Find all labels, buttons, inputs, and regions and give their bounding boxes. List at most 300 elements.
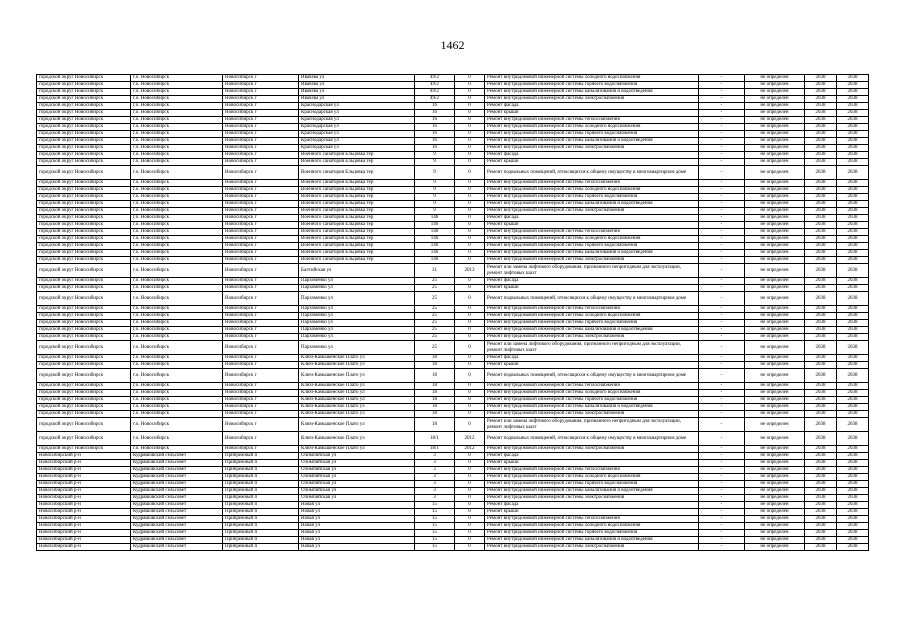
year-from-cell: 2038 <box>805 229 837 236</box>
work-type-cell: Ремонт подвальных помещений, относящихся к общему имуществу в многоквартирном доме <box>485 292 699 306</box>
year-from-cell: 2038 <box>805 124 837 131</box>
locality-cell: Прибрежный п <box>223 495 299 502</box>
year-cell: 0 <box>455 138 485 145</box>
dash-cell: - <box>699 481 745 488</box>
work-type-cell: Ремонт внутридомовой инженерной системы теплоснабжения <box>485 516 699 523</box>
year-cell: 0 <box>455 481 485 488</box>
dash-cell: - <box>699 502 745 509</box>
year-from-cell: 2038 <box>805 278 837 285</box>
work-type-cell: Ремонт внутридомовой инженерной системы теплоснабжения <box>485 117 699 124</box>
locality-cell: Новосибирск г <box>223 411 299 418</box>
dash-cell: - <box>699 334 745 341</box>
municipality-cell: городской округ Новосибирск <box>37 418 131 432</box>
municipality-cell: Новосибирский р-н <box>37 516 131 523</box>
settlement-cell: г.о. Новосибирск <box>131 320 223 327</box>
work-type-cell: Ремонт фасада <box>485 502 699 509</box>
dash-cell: - <box>699 453 745 460</box>
year-cell: 0 <box>455 362 485 369</box>
table-row <box>37 180 869 187</box>
status-cell: не определен <box>745 313 805 320</box>
table-row <box>37 481 869 488</box>
street-cell: Краснодарская ул <box>299 145 415 152</box>
work-type-cell: Ремонт фасада <box>485 215 699 222</box>
locality-cell: Прибрежный п <box>223 516 299 523</box>
table-row <box>37 89 869 96</box>
year-cell: 0 <box>455 390 485 397</box>
locality-cell: Новосибирск г <box>223 404 299 411</box>
year-to-cell: 2038 <box>837 502 869 509</box>
year-to-cell: 2038 <box>837 264 869 278</box>
municipality-cell: городской округ Новосибирск <box>37 313 131 320</box>
year-to-cell: 2038 <box>837 509 869 516</box>
street-cell: Краснодарская ул <box>299 103 415 110</box>
year-to-cell: 2038 <box>837 383 869 390</box>
year-cell: 0 <box>455 236 485 243</box>
house-number-cell: 16 <box>415 124 455 131</box>
settlement-cell: г.о. Новосибирск <box>131 201 223 208</box>
table-row <box>37 82 869 89</box>
table-row <box>37 194 869 201</box>
year-from-cell: 2038 <box>805 544 837 551</box>
house-number-cell: 15 <box>415 530 455 537</box>
house-number-cell: 25 <box>415 327 455 334</box>
street-cell: Олимпийская ул <box>299 495 415 502</box>
year-from-cell: 2038 <box>805 187 837 194</box>
work-type-cell: Ремонт внутридомовой инженерной системы горячего водоснабжения <box>485 320 699 327</box>
table-row <box>37 488 869 495</box>
year-to-cell: 2038 <box>837 201 869 208</box>
settlement-cell: Кудряшовский сельсовет <box>131 488 223 495</box>
house-number-cell: 25 <box>415 334 455 341</box>
settlement-cell: г.о. Новосибирск <box>131 383 223 390</box>
street-cell: Ивачева ул <box>299 82 415 89</box>
dash-cell: - <box>699 208 745 215</box>
work-type-cell: Ремонт внутридомовой инженерной системы холодного водоснабжения <box>485 390 699 397</box>
house-number-cell: 18/1 <box>415 432 455 446</box>
year-cell: 0 <box>455 215 485 222</box>
settlement-cell: г.о. Новосибирск <box>131 369 223 383</box>
year-from-cell: 2038 <box>805 341 837 355</box>
locality-cell: Новосибирск г <box>223 110 299 117</box>
house-number-cell: 18 <box>415 383 455 390</box>
locality-cell: Новосибирск г <box>223 180 299 187</box>
table-row <box>37 467 869 474</box>
year-to-cell: 2038 <box>837 131 869 138</box>
municipality-cell: городской округ Новосибирск <box>37 159 131 166</box>
work-type-cell: Ремонт внутридомовой инженерной системы горячего водоснабжения <box>485 243 699 250</box>
dash-cell: - <box>699 306 745 313</box>
work-type-cell: Ремонт внутридомовой инженерной системы горячего водоснабжения <box>485 481 699 488</box>
year-cell: 0 <box>455 320 485 327</box>
year-cell: 0 <box>455 194 485 201</box>
work-type-cell: Ремонт внутридомовой инженерной системы теплоснабжения <box>485 467 699 474</box>
work-type-cell: Ремонт или замена лифтового оборудования, признанного непригодным для эксплуатации, ремонт лифтовых шахт <box>485 341 699 355</box>
settlement-cell: г.о. Новосибирск <box>131 285 223 292</box>
locality-cell: Новосибирск г <box>223 257 299 264</box>
settlement-cell: Кудряшовский сельсовет <box>131 474 223 481</box>
street-cell: Краснодарская ул <box>299 124 415 131</box>
status-cell: не определен <box>745 159 805 166</box>
year-from-cell: 2038 <box>805 516 837 523</box>
year-from-cell: 2038 <box>805 488 837 495</box>
year-cell: 0 <box>455 313 485 320</box>
dash-cell: - <box>699 362 745 369</box>
house-number-cell: 15 <box>415 502 455 509</box>
locality-cell: Новосибирск г <box>223 292 299 306</box>
settlement-cell: г.о. Новосибирск <box>131 229 223 236</box>
dash-cell: - <box>699 103 745 110</box>
street-cell: Пархоменко ул <box>299 341 415 355</box>
house-number-cell: 16 <box>415 138 455 145</box>
dash-cell: - <box>699 530 745 537</box>
status-cell: не определен <box>745 502 805 509</box>
work-type-cell: Ремонт внутридомовой инженерной системы электроснабжения <box>485 411 699 418</box>
settlement-cell: Кудряшовский сельсовет <box>131 460 223 467</box>
year-to-cell: 2038 <box>837 530 869 537</box>
municipality-cell: Новосибирский р-н <box>37 509 131 516</box>
table-row <box>37 145 869 152</box>
year-from-cell: 2038 <box>805 180 837 187</box>
year-from-cell: 2038 <box>805 432 837 446</box>
municipality-cell: городской округ Новосибирск <box>37 222 131 229</box>
street-cell: Краснодарская ул <box>299 110 415 117</box>
table-row <box>37 369 869 383</box>
dash-cell: - <box>699 397 745 404</box>
table-row <box>37 334 869 341</box>
work-type-cell: Ремонт внутридомовой инженерной системы электроснабжения <box>485 334 699 341</box>
table-row <box>37 250 869 257</box>
settlement-cell: г.о. Новосибирск <box>131 236 223 243</box>
locality-cell: Новосибирск г <box>223 215 299 222</box>
table-row <box>37 264 869 278</box>
year-from-cell: 2038 <box>805 509 837 516</box>
status-cell: не определен <box>745 537 805 544</box>
locality-cell: Новосибирск г <box>223 236 299 243</box>
work-type-cell: Ремонт внутридомовой инженерной системы электроснабжения <box>485 145 699 152</box>
year-cell: 0 <box>455 243 485 250</box>
settlement-cell: г.о. Новосибирск <box>131 208 223 215</box>
year-to-cell: 2038 <box>837 537 869 544</box>
work-type-cell: Ремонт внутридомовой инженерной системы канализования и водоотведения <box>485 201 699 208</box>
status-cell: не определен <box>745 152 805 159</box>
house-number-cell: 3 <box>415 460 455 467</box>
dash-cell: - <box>699 460 745 467</box>
year-from-cell: 2038 <box>805 82 837 89</box>
table-row <box>37 236 869 243</box>
table-row <box>37 159 869 166</box>
street-cell: Ключ-Камышенское Плато ул <box>299 355 415 362</box>
table-row <box>37 446 869 453</box>
settlement-cell: г.о. Новосибирск <box>131 341 223 355</box>
street-cell: Олимпийская ул <box>299 460 415 467</box>
locality-cell: Прибрежный п <box>223 523 299 530</box>
year-cell: 2012 <box>455 432 485 446</box>
street-cell: Ивачева ул <box>299 89 415 96</box>
dash-cell: - <box>699 187 745 194</box>
municipality-cell: Новосибирский р-н <box>37 544 131 551</box>
settlement-cell: г.о. Новосибирск <box>131 222 223 229</box>
year-from-cell: 2038 <box>805 110 837 117</box>
status-cell: не определен <box>745 131 805 138</box>
table-row <box>37 537 869 544</box>
street-cell: Олимпийская ул <box>299 467 415 474</box>
year-to-cell: 2038 <box>837 215 869 222</box>
year-cell: 0 <box>455 418 485 432</box>
year-to-cell: 2038 <box>837 96 869 103</box>
dash-cell: - <box>699 488 745 495</box>
house-number-cell: 9 <box>415 187 455 194</box>
year-cell: 0 <box>455 495 485 502</box>
settlement-cell: г.о. Новосибирск <box>131 355 223 362</box>
table-row <box>37 292 869 306</box>
settlement-cell: Кудряшовский сельсовет <box>131 509 223 516</box>
year-cell: 0 <box>455 411 485 418</box>
settlement-cell: г.о. Новосибирск <box>131 418 223 432</box>
year-cell: 0 <box>455 523 485 530</box>
year-from-cell: 2038 <box>805 530 837 537</box>
street-cell: Ключ-Камышенское Плато ул <box>299 404 415 411</box>
year-to-cell: 2038 <box>837 187 869 194</box>
municipality-cell: городской округ Новосибирск <box>37 390 131 397</box>
dash-cell: - <box>699 509 745 516</box>
house-number-cell: 9 <box>415 201 455 208</box>
status-cell: не определен <box>745 117 805 124</box>
locality-cell: Прибрежный п <box>223 509 299 516</box>
year-from-cell: 2038 <box>805 369 837 383</box>
work-type-cell: Ремонт внутридомовой инженерной системы холодного водоснабжения <box>485 187 699 194</box>
settlement-cell: г.о. Новосибирск <box>131 243 223 250</box>
year-to-cell: 2038 <box>837 390 869 397</box>
year-cell: 0 <box>455 103 485 110</box>
status-cell: не определен <box>745 215 805 222</box>
dash-cell: - <box>699 89 745 96</box>
year-from-cell: 2038 <box>805 362 837 369</box>
year-to-cell: 2038 <box>837 516 869 523</box>
settlement-cell: г.о. Новосибирск <box>131 138 223 145</box>
status-cell: не определен <box>745 446 805 453</box>
dash-cell: - <box>699 369 745 383</box>
dash-cell: - <box>699 537 745 544</box>
year-from-cell: 2038 <box>805 159 837 166</box>
work-type-cell: Ремонт внутридомовой инженерной системы электроснабжения <box>485 446 699 453</box>
locality-cell: Новосибирск г <box>223 362 299 369</box>
locality-cell: Новосибирск г <box>223 138 299 145</box>
status-cell: не определен <box>745 187 805 194</box>
table-row <box>37 502 869 509</box>
municipality-cell: Новосибирский р-н <box>37 460 131 467</box>
work-type-cell: Ремонт внутридомовой инженерной системы холодного водоснабжения <box>485 474 699 481</box>
work-type-cell: Ремонт или замена лифтового оборудования, признанного непригодным для эксплуатации, ремонт лифтовых шахт <box>485 418 699 432</box>
table-row <box>37 278 869 285</box>
house-number-cell: 25 <box>415 320 455 327</box>
table-row <box>37 215 869 222</box>
year-to-cell: 2038 <box>837 495 869 502</box>
year-cell: 0 <box>455 145 485 152</box>
year-from-cell: 2038 <box>805 96 837 103</box>
year-to-cell: 2038 <box>837 89 869 96</box>
street-cell: Пархоменко ул <box>299 285 415 292</box>
status-cell: не определен <box>745 138 805 145</box>
locality-cell: Новосибирск г <box>223 341 299 355</box>
house-number-cell: 146 <box>415 215 455 222</box>
house-number-cell: 16 <box>415 110 455 117</box>
table-row <box>37 131 869 138</box>
dash-cell: - <box>699 446 745 453</box>
year-cell: 0 <box>455 355 485 362</box>
year-from-cell: 2038 <box>805 355 837 362</box>
street-cell: Ключ-Камышенское Плато ул <box>299 432 415 446</box>
municipality-cell: городской округ Новосибирск <box>37 166 131 180</box>
year-cell: 0 <box>455 544 485 551</box>
year-from-cell: 2038 <box>805 138 837 145</box>
house-number-cell: 16 <box>415 131 455 138</box>
street-cell: Военного санатория Ельцовка тер <box>299 194 415 201</box>
table-row <box>37 117 869 124</box>
street-cell: Ключ-Камышенское Плато ул <box>299 362 415 369</box>
year-to-cell: 2038 <box>837 152 869 159</box>
house-number-cell: 25 <box>415 285 455 292</box>
status-cell: не определен <box>745 236 805 243</box>
status-cell: не определен <box>745 103 805 110</box>
work-type-cell: Ремонт фасада <box>485 103 699 110</box>
status-cell: не определен <box>745 362 805 369</box>
street-cell: Новая ул <box>299 509 415 516</box>
settlement-cell: г.о. Новосибирск <box>131 306 223 313</box>
municipality-cell: городской округ Новосибирск <box>37 404 131 411</box>
locality-cell: Новосибирск г <box>223 131 299 138</box>
locality-cell: Новосибирск г <box>223 243 299 250</box>
year-cell: 0 <box>455 397 485 404</box>
settlement-cell: Кудряшовский сельсовет <box>131 481 223 488</box>
status-cell: не определен <box>745 257 805 264</box>
dash-cell: - <box>699 110 745 117</box>
status-cell: не определен <box>745 208 805 215</box>
work-type-cell: Ремонт внутридомовой инженерной системы канализования и водоотведения <box>485 327 699 334</box>
year-from-cell: 2038 <box>805 537 837 544</box>
year-from-cell: 2038 <box>805 306 837 313</box>
year-to-cell: 2038 <box>837 355 869 362</box>
year-from-cell: 2038 <box>805 152 837 159</box>
dash-cell: - <box>699 180 745 187</box>
settlement-cell: Кудряшовский сельсовет <box>131 516 223 523</box>
house-number-cell: 18 <box>415 418 455 432</box>
year-cell: 0 <box>455 89 485 96</box>
status-cell: не определен <box>745 320 805 327</box>
year-to-cell: 2038 <box>837 243 869 250</box>
table-row <box>37 460 869 467</box>
municipality-cell: городской округ Новосибирск <box>37 292 131 306</box>
status-cell: не определен <box>745 243 805 250</box>
year-from-cell: 2038 <box>805 383 837 390</box>
locality-cell: Прибрежный п <box>223 537 299 544</box>
year-cell: 0 <box>455 488 485 495</box>
year-from-cell: 2038 <box>805 222 837 229</box>
locality-cell: Новосибирск г <box>223 103 299 110</box>
locality-cell: Новосибирск г <box>223 390 299 397</box>
status-cell: не определен <box>745 467 805 474</box>
status-cell: не определен <box>745 383 805 390</box>
street-cell: Военного санатория Ельцовка тер <box>299 250 415 257</box>
status-cell: не определен <box>745 397 805 404</box>
settlement-cell: г.о. Новосибирск <box>131 411 223 418</box>
street-cell: Новая ул <box>299 502 415 509</box>
work-type-cell: Ремонт крыши <box>485 285 699 292</box>
year-cell: 0 <box>455 152 485 159</box>
settlement-cell: г.о. Новосибирск <box>131 432 223 446</box>
house-number-cell: 15 <box>415 516 455 523</box>
year-to-cell: 2038 <box>837 313 869 320</box>
table-row <box>37 397 869 404</box>
status-cell: не определен <box>745 82 805 89</box>
locality-cell: Новосибирск г <box>223 397 299 404</box>
work-type-cell: Ремонт внутридомовой инженерной системы канализования и водоотведения <box>485 89 699 96</box>
dash-cell: - <box>699 516 745 523</box>
street-cell: Военного санатория Ельцовка тер <box>299 257 415 264</box>
work-type-cell: Ремонт внутридомовой инженерной системы холодного водоснабжения <box>485 124 699 131</box>
status-cell: не определен <box>745 341 805 355</box>
street-cell: Ключ-Камышенское Плато ул <box>299 446 415 453</box>
settlement-cell: г.о. Новосибирск <box>131 145 223 152</box>
house-number-cell: 49/2 <box>415 96 455 103</box>
house-number-cell: 3 <box>415 474 455 481</box>
year-to-cell: 2038 <box>837 75 869 82</box>
status-cell: не определен <box>745 110 805 117</box>
locality-cell: Новосибирск г <box>223 75 299 82</box>
work-type-cell: Ремонт внутридомовой инженерной системы горячего водоснабжения <box>485 131 699 138</box>
status-cell: не определен <box>745 453 805 460</box>
street-cell: Пархоменко ул <box>299 313 415 320</box>
house-number-cell: 16 <box>415 103 455 110</box>
street-cell: Ключ-Камышенское Плато ул <box>299 383 415 390</box>
year-from-cell: 2038 <box>805 474 837 481</box>
municipality-cell: Новосибирский р-н <box>37 523 131 530</box>
settlement-cell: г.о. Новосибирск <box>131 334 223 341</box>
dash-cell: - <box>699 495 745 502</box>
locality-cell: Новосибирск г <box>223 187 299 194</box>
year-to-cell: 2038 <box>837 257 869 264</box>
street-cell: Пархоменко ул <box>299 327 415 334</box>
settlement-cell: г.о. Новосибирск <box>131 187 223 194</box>
year-to-cell: 2038 <box>837 481 869 488</box>
year-to-cell: 2038 <box>837 229 869 236</box>
table-row <box>37 75 869 82</box>
house-number-cell: 15 <box>415 544 455 551</box>
settlement-cell: г.о. Новосибирск <box>131 117 223 124</box>
settlement-cell: г.о. Новосибирск <box>131 194 223 201</box>
year-from-cell: 2038 <box>805 334 837 341</box>
dash-cell: - <box>699 264 745 278</box>
status-cell: не определен <box>745 89 805 96</box>
year-from-cell: 2038 <box>805 201 837 208</box>
municipality-cell: городской округ Новосибирск <box>37 138 131 145</box>
locality-cell: Новосибирск г <box>223 306 299 313</box>
settlement-cell: г.о. Новосибирск <box>131 250 223 257</box>
year-from-cell: 2038 <box>805 446 837 453</box>
street-cell: Олимпийская ул <box>299 481 415 488</box>
year-cell: 0 <box>455 530 485 537</box>
dash-cell: - <box>699 292 745 306</box>
municipality-cell: Новосибирский р-н <box>37 530 131 537</box>
locality-cell: Прибрежный п <box>223 502 299 509</box>
status-cell: не определен <box>745 250 805 257</box>
year-cell: 0 <box>455 124 485 131</box>
dash-cell: - <box>699 145 745 152</box>
table-row <box>37 530 869 537</box>
house-number-cell: 49/2 <box>415 75 455 82</box>
municipality-cell: Новосибирский р-н <box>37 481 131 488</box>
locality-cell: Новосибирск г <box>223 446 299 453</box>
municipality-cell: городской округ Новосибирск <box>37 180 131 187</box>
